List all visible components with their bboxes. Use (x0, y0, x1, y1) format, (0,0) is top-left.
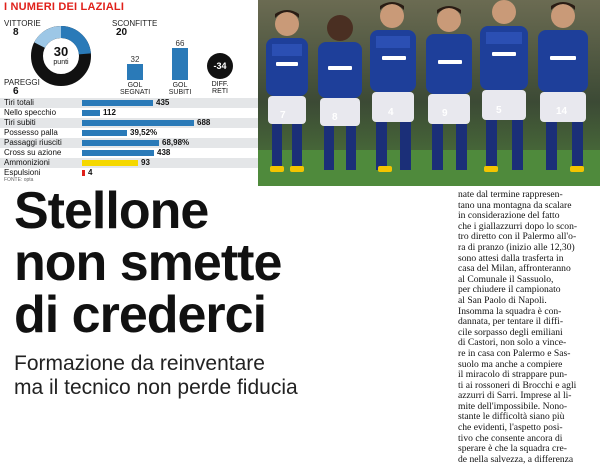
stats-row-value: 4 (88, 168, 93, 177)
stats-row-label: Ammonizioni (4, 158, 50, 167)
article-text-line: mite dell'impossibile. Nono- (458, 400, 568, 412)
stats-row (0, 168, 258, 178)
article-text-line: Insomma la squadra è con- (458, 305, 562, 317)
article-text-line: di Castori, non solo a vince- (458, 337, 567, 349)
stats-row (0, 138, 258, 148)
article-text-line: cile sorpasso degli emiliani (458, 326, 563, 338)
article-text-line: tro diretto con il Palermo all'o- (458, 231, 577, 243)
article-text-line: ra di pranzo (inizio alle 12,30) (458, 241, 575, 253)
article-text-line: che evidenti, l'aspetto posi- (458, 422, 563, 434)
article-text-line: il miracolo di strappare pun- (458, 369, 568, 381)
stats-row (0, 158, 258, 168)
stats-row-bar (82, 150, 154, 156)
article-text-line: in considerazione del fatto (458, 210, 560, 222)
article-text-line: ti ai rossoneri di Brocchi e agli (458, 379, 577, 391)
stats-row-label: Nello specchio (4, 108, 57, 117)
stats-row-label: Tiri totali (4, 98, 34, 107)
headline-line-3: di crederci (14, 286, 267, 344)
stats-row-bar (82, 170, 85, 176)
article-text-line: stante le difficoltà siano più (458, 411, 565, 423)
stats-row-label: Cross su azione (4, 148, 62, 157)
article-text-line: sperare è che la squadra cre- (458, 443, 567, 455)
article-text-line: al Comunale il Sassuolo, (458, 273, 554, 285)
points-label: punti (53, 59, 69, 66)
goals-conceded-label-2: SUBITI (168, 89, 192, 96)
stats-row (0, 98, 258, 108)
goals-scored-bar (127, 64, 143, 80)
stats-row-label: Possesso palla (4, 128, 58, 137)
article-text-line: che i giallazzurri dopo lo scon- (458, 220, 578, 232)
svg-text:7: 7 (280, 110, 286, 121)
svg-text:5: 5 (496, 105, 502, 116)
stats-row-value: 112 (103, 108, 116, 117)
stats-row-value: 39,52% (130, 128, 158, 137)
svg-text:8: 8 (332, 112, 338, 123)
stats-row-value: 435 (156, 98, 170, 107)
stats-row-label: Espulsioni (4, 168, 41, 177)
goals-conceded-value: 66 (175, 39, 185, 48)
stats-row (0, 108, 258, 118)
stats-row (0, 128, 258, 138)
stats-row (0, 118, 258, 128)
goals-conceded-bar (172, 48, 188, 80)
stats-row-value: 438 (157, 148, 171, 157)
subheadline-line-2: ma il tecnico non perde fiducia (14, 376, 298, 399)
article-text-line: re in casa con Palermo e Sas- (458, 347, 571, 359)
article-text-line: dannata, per tentare il diffi- (458, 316, 564, 328)
stats-row-bar (82, 160, 138, 166)
players-photo-illustration (258, 0, 600, 186)
goals-conceded-label-1: GOL (172, 82, 188, 89)
subheadline-line-1: Formazione da reinventare (14, 352, 265, 375)
stats-row (0, 148, 258, 158)
stats-banner-title: I NUMERI DEI LAZIALI (4, 1, 125, 13)
team-photo (258, 0, 600, 186)
article-text-line: sono attesi dalla trasferta in (458, 252, 564, 264)
stats-row-bar (82, 130, 127, 136)
article-text-line: casa del Milan, affronteranno (458, 263, 571, 275)
draws-label: PAREGGI (4, 78, 40, 87)
goal-difference-label-1: DIFF. (211, 81, 229, 88)
stats-row-bar (82, 140, 159, 146)
goals-scored-value: 32 (130, 55, 140, 64)
stats-row-value: 93 (141, 158, 150, 167)
goals-scored-label-2: SEGNATI (120, 89, 151, 96)
headline-line-2: non smette (14, 234, 282, 292)
goals-scored-label-1: GOL (127, 82, 143, 89)
article-text-line: tano una montagna da scalare (458, 199, 572, 211)
article-column (458, 189, 598, 465)
article-text-line: de nella salvezza, a differenza (458, 453, 574, 465)
points-value: 30 (53, 44, 69, 59)
article-text-line: tivo che consente ancora di (458, 432, 563, 444)
goal-difference-badge: -34 (207, 53, 233, 79)
wins-label: VITTORIE (4, 19, 41, 28)
stats-row-label: Passaggi riusciti (4, 138, 62, 147)
stats-infographic (0, 0, 258, 186)
wins-value: 8 (13, 27, 19, 38)
stats-row-bar (82, 110, 100, 116)
svg-text:4: 4 (388, 107, 394, 118)
headline-line-1: Stellone (14, 182, 209, 240)
article-text-line: al San Paolo di Napoli. (458, 294, 547, 306)
stats-banner (0, 0, 258, 14)
stats-row-bar (82, 100, 153, 106)
article-text-line: suolo ma anche a compiere (458, 358, 563, 370)
stats-row-bar (82, 120, 194, 126)
stats-row-label: Tiri subiti (4, 118, 36, 127)
losses-label: SCONFITTE (112, 19, 158, 28)
svg-text:9: 9 (442, 108, 448, 119)
article-text-line: azzurri di Sarri. Imprese al li- (458, 390, 572, 402)
svg-text:14: 14 (556, 106, 568, 117)
stats-source: FONTE: opta (4, 177, 34, 183)
stats-row-value: 688 (197, 118, 211, 127)
losses-value: 20 (116, 27, 128, 38)
goal-difference-label-2: RETI (212, 88, 228, 95)
draws-value: 6 (13, 86, 19, 97)
stats-row-value: 68,98% (162, 138, 190, 147)
article-text-line: nate dal termine rappresen- (458, 189, 563, 200)
article-text-line: per chiudere il campionato (458, 284, 561, 296)
